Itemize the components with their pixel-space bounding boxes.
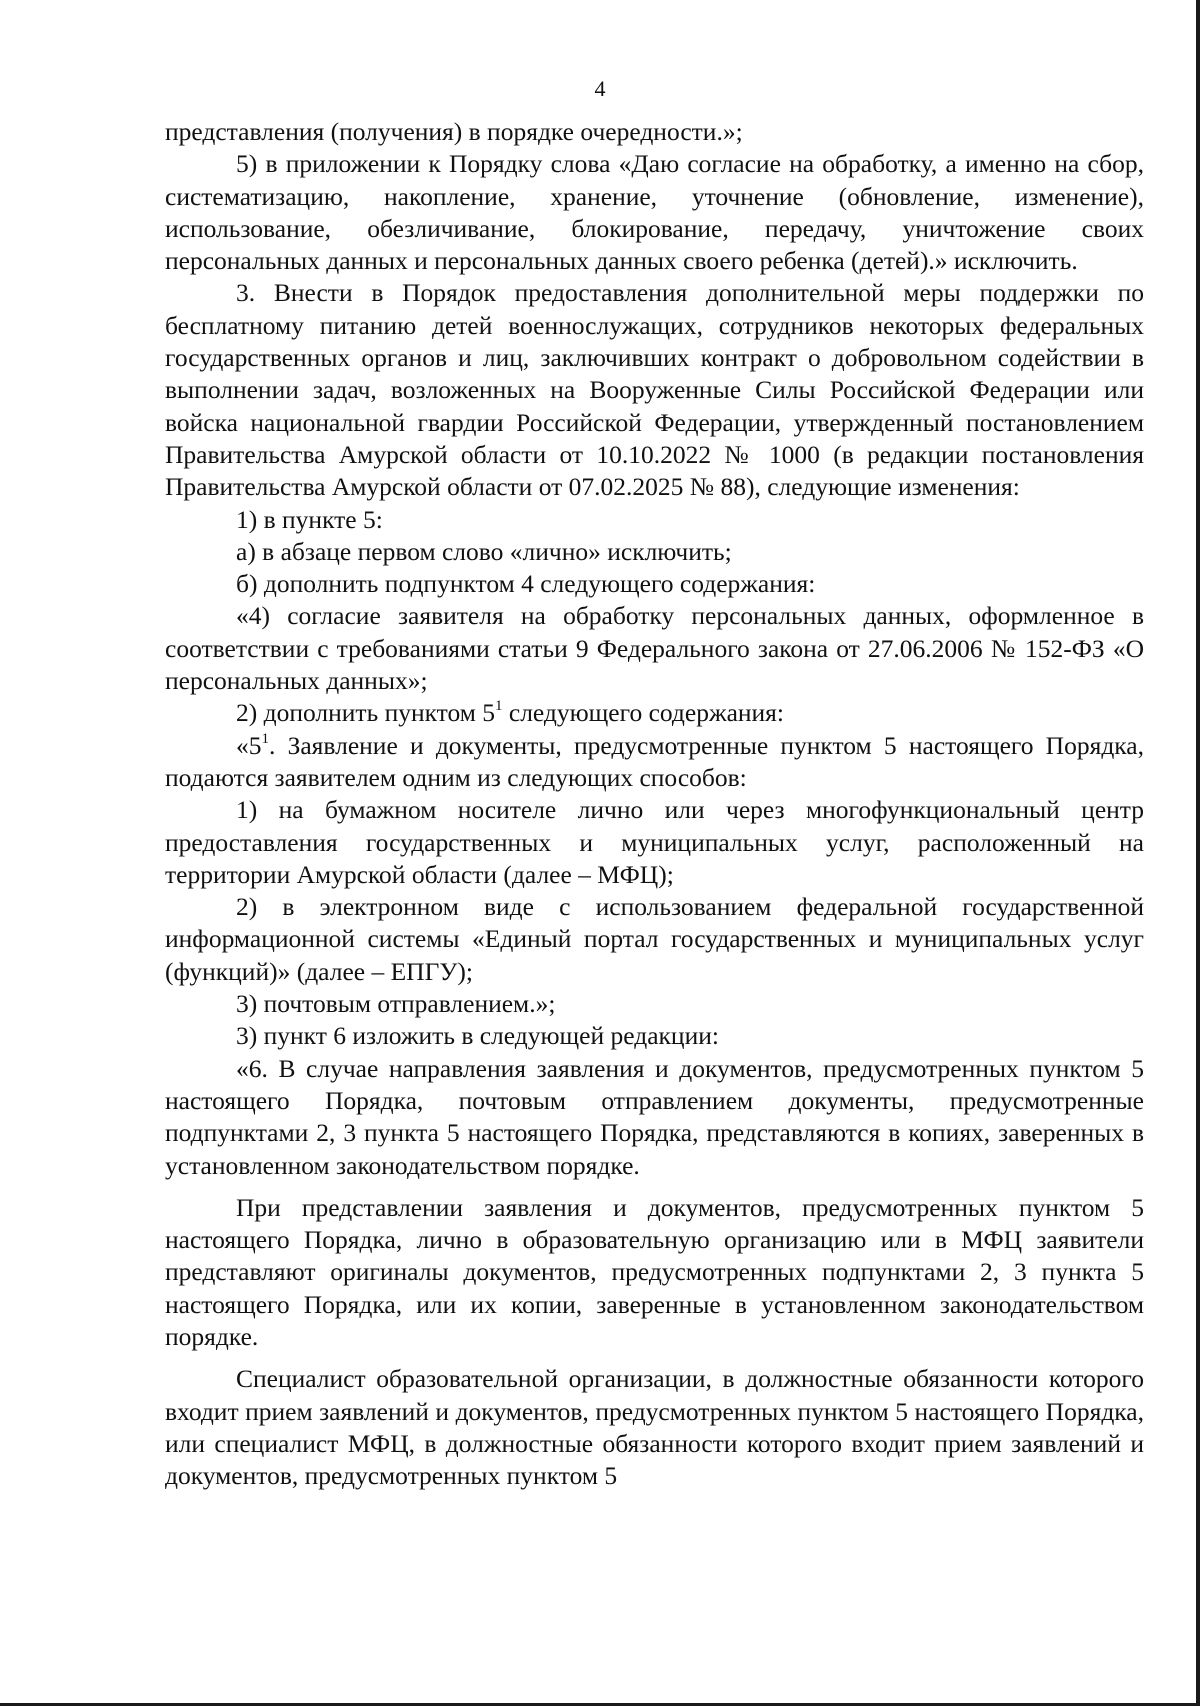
paragraph: б) дополнить подпунктом 4 следующего содержания: — [236, 569, 816, 599]
paragraph-text: 2) дополнить пунктом 5 — [236, 698, 495, 728]
paragraph: 5) в приложении к Порядку слова «Даю согласие на обработку, а именно на сбор, систематизацию, накопление, хранение, уточнение (обновление, изменение), использование, обезличивание, блокирование, передачу, уничтожение своих персональных данных и персональных данных своего ребенка (детей).» исключить. — [165, 149, 1144, 276]
paragraph — [165, 697, 1144, 729]
paragraph: 3. Внести в Порядок предоставления дополнительной меры поддержки по бесплатному питанию детей военнослужащих, сотрудников некоторых федеральных государственных органов и лиц, заключивших контракт о добровольном содействии в выполнении задач, возложенных на Вооруженные Силы Российской Федерации или войска национальной гвардии Российской Федерации, утвержденный постановлением Правительства Амурской области от 10.10.2022 № 1000 (в редакции постановления Правительства Амурской области от 07.02.2025 № 88), следующие изменения: — [165, 278, 1144, 502]
paragraph: 3) почтовым отправлением.»; — [236, 989, 556, 1019]
paragraph: 2) в электронном виде с использованием федеральной государственной информационной системы «Единый портал государственных и муниципальных услуг (функций)» (далее – ЕПГУ); — [165, 892, 1144, 986]
paragraph: а) в абзаце первом слово «лично» исключить; — [236, 536, 732, 566]
paragraph: Специалист образовательной организации, в должностные обязанности которого входит прием заявлений и документов, предусмотренных пунктом 5 настоящего Порядка, или специалист МФЦ, в должностные обязанности которого входит прием заявлений и документов, предусмотренных пунктом 5 — [165, 1364, 1144, 1491]
paragraph-text: следующего содержания: — [502, 698, 784, 728]
superscript: 1 — [261, 730, 269, 747]
paragraph: 1) в пункте 5: — [236, 504, 383, 534]
paragraph: представления (получения) в порядке очередности.»; — [165, 117, 743, 146]
paragraph: При представлении заявления и документов, предусмотренных пунктом 5 настоящего Порядка, лично в образовательную организацию или в МФЦ заявители представляют оригиналы документов, предусмотренных подпунктами 2, 3 пункта 5 настоящего Порядка, или их копии, заверенные в установленном законодательством порядке. — [165, 1192, 1144, 1351]
paragraph-text: «5 — [236, 730, 262, 760]
document-body — [165, 116, 1144, 1492]
paragraph-text: . Заявление и документы, предусмотренные пунктом 5 настоящего Порядка, подаются заявителем одним из следующих способов: — [165, 730, 1144, 792]
paragraph: «4) согласие заявителя на обработку персональных данных, оформленное в соответствии с требованиями статьи 9 Федерального закона от 27.06.2006 № 152-ФЗ «О персональных данных»; — [165, 601, 1144, 696]
paragraph: 3) пункт 6 изложить в следующей редакции: — [236, 1021, 719, 1051]
paragraph: 1) на бумажном носителе лично или через многофункциональный центр предоставления государственных и муниципальных услуг, расположенный на территории Амурской области (далее – МФЦ); — [165, 795, 1144, 889]
paragraph — [165, 730, 1144, 795]
superscript: 1 — [495, 698, 503, 715]
scan-edge-right — [1196, 0, 1200, 1706]
page-number: 4 — [594, 76, 606, 101]
paragraph: «6. В случае направления заявления и документов, предусмотренных пунктом 5 настоящего Порядка, почтовым отправлением документы, предусмотренные подпунктами 2, 3 пункта 5 настоящего Порядка, представляются в копиях, заверенных в установленном законодательством порядке. — [165, 1053, 1144, 1180]
